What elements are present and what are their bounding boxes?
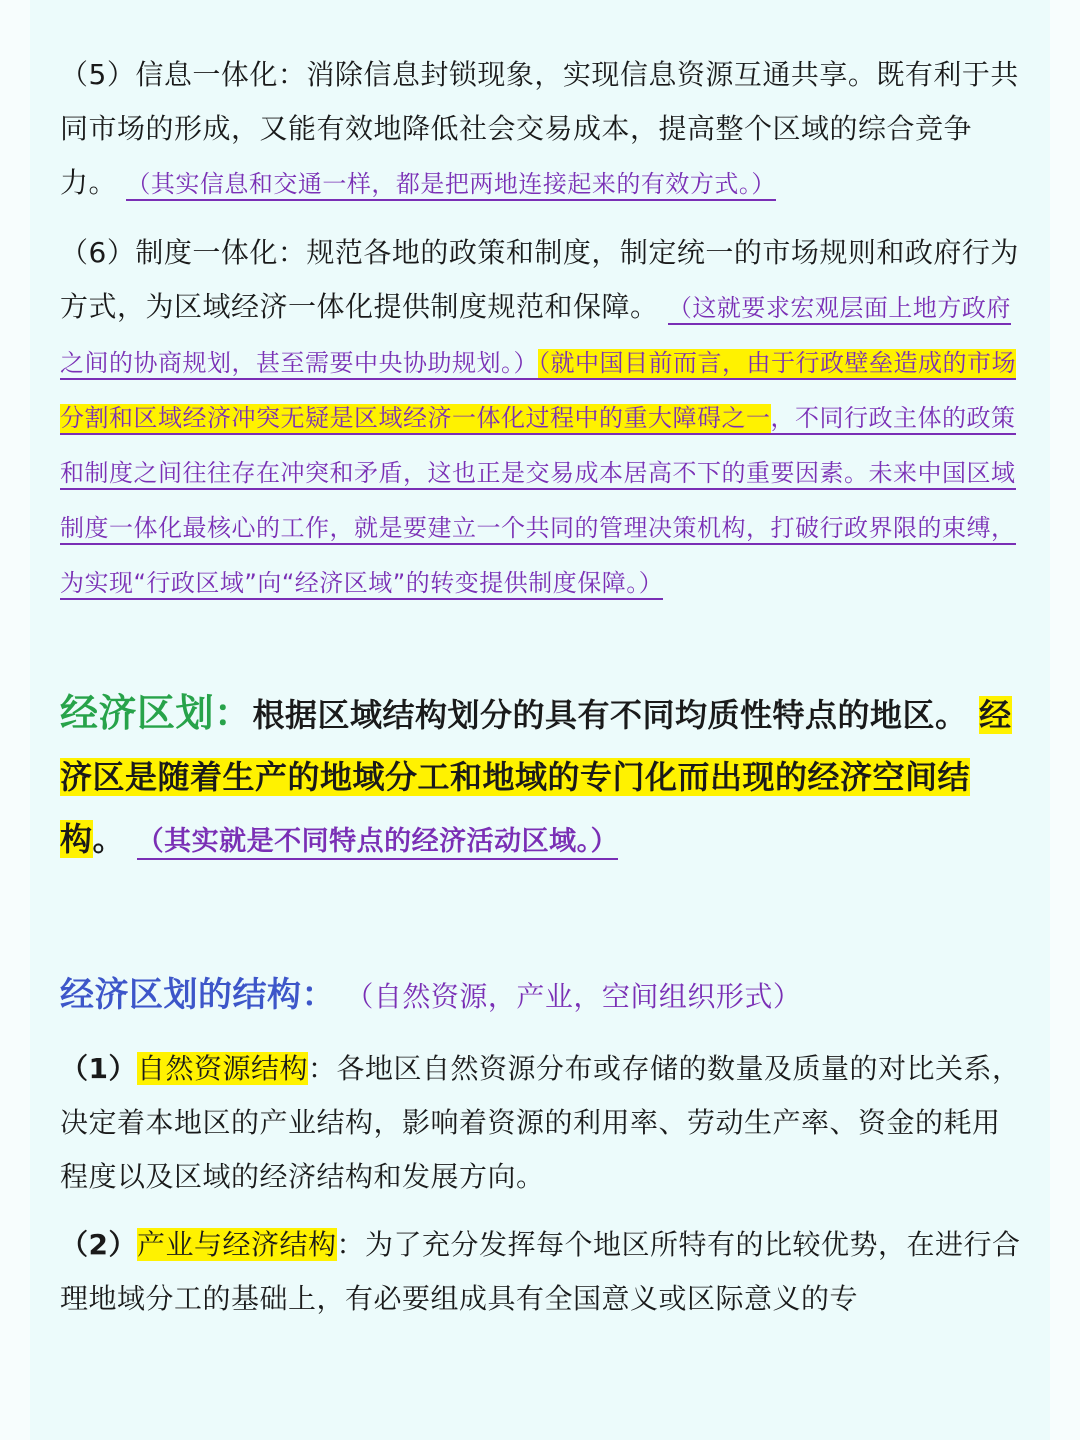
- item-term: 制度一体化：: [135, 236, 307, 269]
- annotation-note: （这就要求宏观层面上地方政府之间的协商规划，甚至需要中央协助规划。）: [60, 294, 1011, 380]
- paragraph-info-integration: [60, 48, 1022, 211]
- annotation-note: （其实就是不同特点的经济活动区域。）: [137, 826, 619, 860]
- paragraph-industry-structure: [60, 1218, 1022, 1326]
- highlighted-annotation: （就中国目前而言，由于行政壁垒造成的市场分割和区域经济冲突无疑是区域经济一体化过程中的重大障碍之一: [60, 349, 1016, 435]
- annotation-note-continued: ，不同行政主体的政策和制度之间往往存在冲突和矛盾，这也正是交易成本居高不下的重要因素。未来中国区域制度一体化最核心的工作，就是要建立一个共同的管理决策机构，打破行政界限的束缚，为实现“行政区域”向“经济区域”的转变提供制度保障。）: [60, 404, 1016, 600]
- annotation-note: （其实信息和交通一样，都是把两地连接起来的有效方式。）: [126, 170, 776, 201]
- paragraph-economic-zoning: [60, 682, 1022, 873]
- item-body: 各地区自然资源分布或存储的数量及质量的对比关系，决定着本地区的产业结构，影响着资源的利用率、劳动生产率、资金的耗用程度以及区域的经济结构和发展方向。: [60, 1052, 1021, 1193]
- item-term: 信息一体化：: [135, 58, 307, 91]
- period: 。: [92, 820, 126, 858]
- term-colon: ：: [308, 1052, 337, 1085]
- structure-subtitle: （自然资源，产业，空间组织形式）: [345, 980, 802, 1013]
- paragraph-institution-integration: [60, 226, 1022, 610]
- item-body: 为了充分发挥每个地区所特有的比较优势，在进行合理地域分工的基础上，有必要组成具有全国意义或区际意义的专: [60, 1228, 1021, 1315]
- item-number: （5）: [60, 58, 136, 91]
- item-number: （1）: [60, 1052, 137, 1085]
- highlighted-definition: 经济区是随着生产的地域分工和地域的专门化而出现的经济空间结构: [60, 696, 1012, 858]
- definition-text: 根据区域结构划分的具有不同均质性特点的地区。: [252, 696, 968, 734]
- structure-heading: [60, 968, 1022, 1024]
- item-body: 消除信息封锁现象，实现信息资源互通共享。既有利于共同市场的形成，又能有效地降低社会交易成本，提高整个区域的综合竞争力。: [60, 58, 1019, 199]
- term-colon: ：: [336, 1228, 366, 1261]
- document-page: [30, 0, 1050, 1440]
- paragraph-natural-resource-structure: [60, 1042, 1022, 1204]
- highlighted-term: 产业与经济结构: [136, 1228, 337, 1261]
- item-number: （6）: [60, 236, 136, 269]
- section-title-structure: 经济区划的结构：: [60, 975, 336, 1015]
- section-title-economic-zoning: 经济区划：: [60, 691, 253, 735]
- highlighted-term: 自然资源结构: [136, 1052, 308, 1085]
- item-body: 规范各地的政策和制度，制定统一的市场规则和政府行为方式，为区域经济一体化提供制度规范和保障。: [60, 236, 1019, 323]
- item-number: （2）: [60, 1228, 137, 1261]
